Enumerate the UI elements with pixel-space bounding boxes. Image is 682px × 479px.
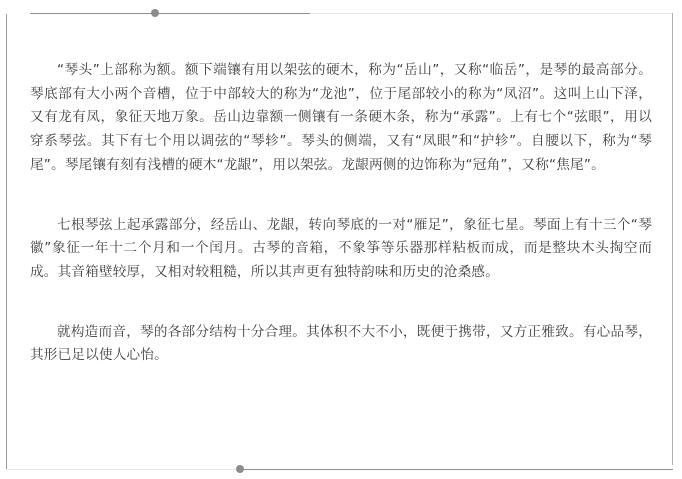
frame-bottom-dot (236, 465, 244, 473)
paragraph-qin-head: “琴头”上部称为额。额下端镶有用以架弦的硬木，称为“岳山”，又称“临岳”，是琴的最高部分。琴底部有大小两个音槽，位于中部较大的称为“龙池”，位于尾部较小的称为“凤沼”。这叫上山下泽，又有龙有凤，象征天地万象。岳山边靠额一侧镶有一条硬木条，称为“承露”。上有七个“弦眼”，用以穿系琴弦。其下有七个用以调弦的“琴轸”。琴头的侧端，又有“凤眼”和“护轸”。自腰以下，称为“琴尾”。琴尾镶有刻有浅槽的硬木“龙龈”，用以架弦。龙龈两侧的边饰称为“冠角”，又称“焦尾”。 (30, 62, 652, 173)
frame-top-border (30, 13, 310, 14)
frame-top-border-faint (310, 13, 672, 14)
article-body (30, 59, 652, 368)
frame-right-border (672, 13, 673, 465)
paragraph-qin-strings: 七根琴弦上起承露部分，经岳山、龙龈，转向琴底的一对“雁足”，象征七星。琴面上有十三个“琴徽”象征一年十二个月和一个闰月。古琴的音箱，不象筝等乐器那样粘板而成，而是整块木头掏空而成。其音箱壁较厚，又相对较粗糙，所以其声更有独特韵味和历史的沧桑感。 (30, 216, 652, 280)
frame-bottom-border-faint (6, 469, 236, 470)
paragraph-qin-structure: 就构造而音，琴的各部分结构十分合理。其体积不大不小，既便于携带，又方正雅致。有心品琴，其形已足以使人心怡。 (30, 323, 652, 364)
frame-bottom-border (240, 469, 673, 470)
frame-left-border (6, 14, 7, 470)
frame-top-dot (151, 9, 159, 17)
